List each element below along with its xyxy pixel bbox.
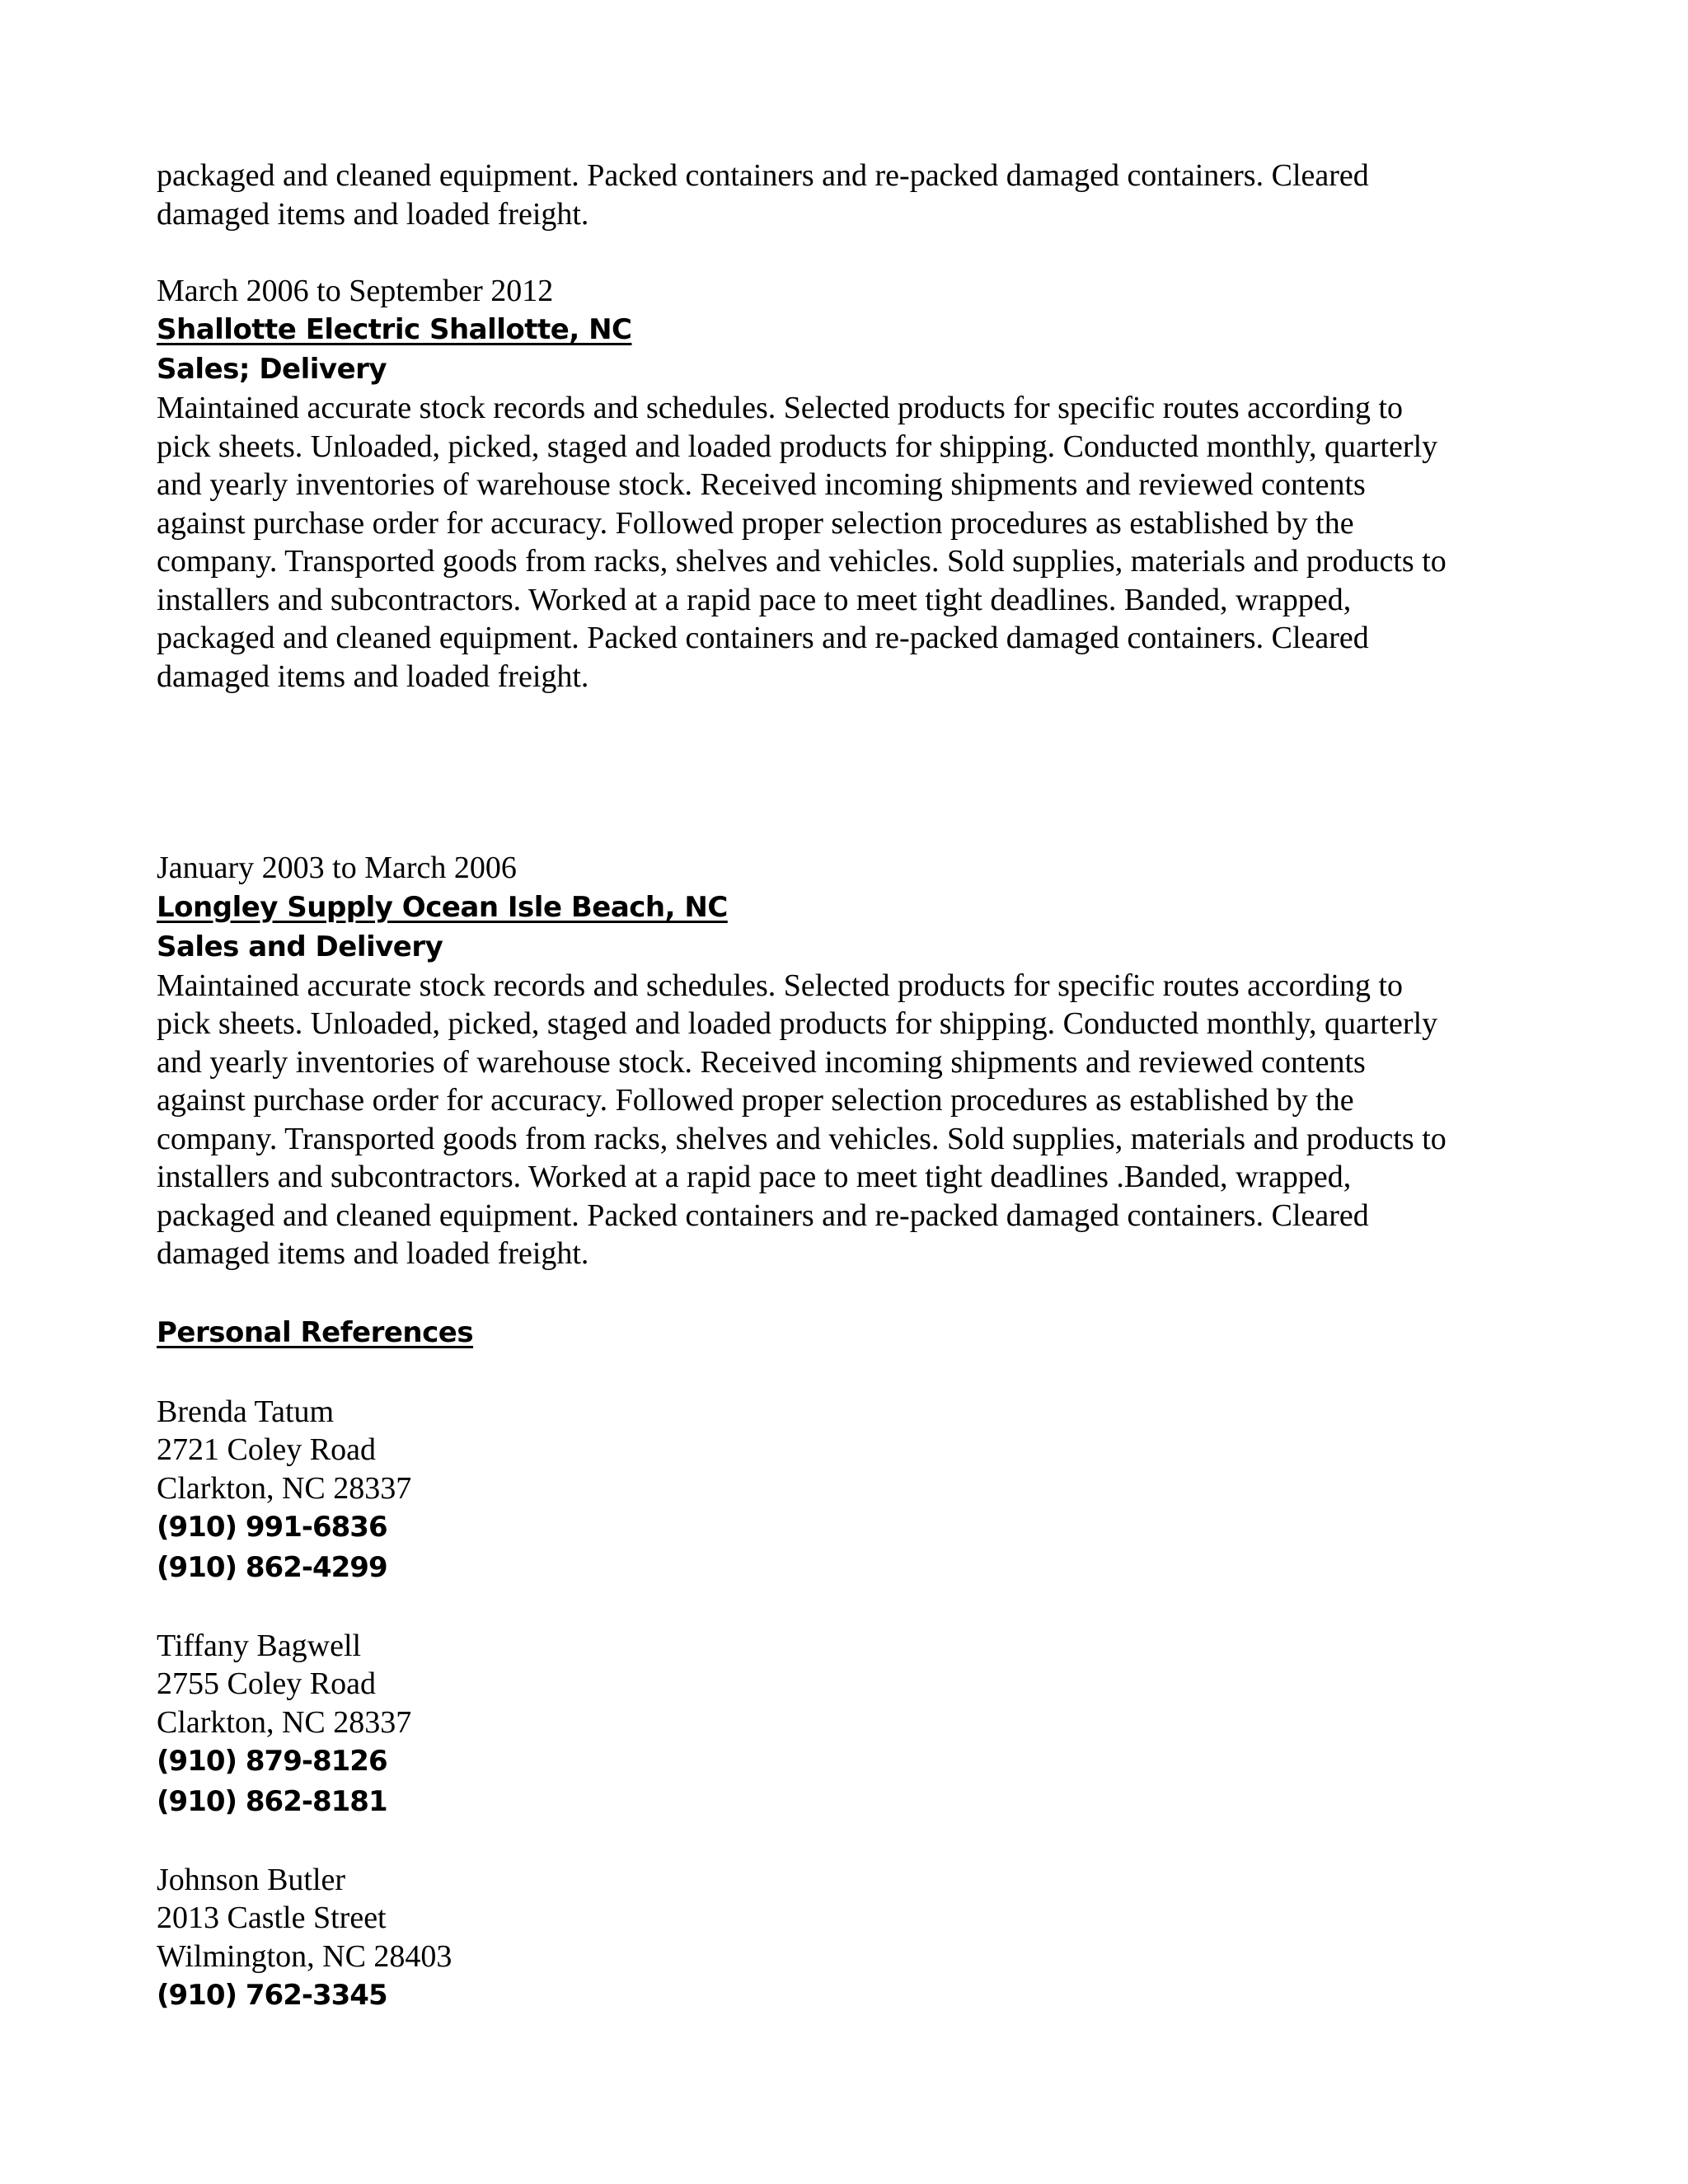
job-entry-longley-supply [157,849,1541,1273]
reference-entry [157,1393,1541,1589]
reference-name: Brenda Tatum [157,1394,335,1429]
job-description [157,967,1541,1273]
job-entry-shallotte-electric [157,272,1541,696]
job-description-line: installers and subcontractors. Worked at a rapid pace to meet tight deadlines .Banded, wrapped, [157,1160,1352,1194]
reference-street: 2721 Coley Road [157,1432,376,1467]
job-description-line: against purchase order for accuracy. Followed proper selection procedures as established by the [157,1083,1354,1118]
continued-line-2: damaged items and loaded freight. [157,196,589,232]
reference-city: Wilmington, NC 28403 [157,1938,452,1974]
reference-street: 2013 Castle Street [157,1900,387,1935]
reference-name: Tiffany Bagwell [157,1628,362,1663]
job-description-line: and yearly inventories of warehouse stock. Received incoming shipments and reviewed contents [157,467,1366,502]
job-description-line: Maintained accurate stock records and schedules. Selected products for specific routes according to [157,391,1404,425]
job-employer: Longley Supply Ocean Isle Beach, NC [157,890,728,924]
reference-city: Clarkton, NC 28337 [157,1704,412,1740]
job-role: Sales; Delivery [157,353,387,386]
reference-name: Johnson Butler [157,1862,346,1897]
job-description-line: against purchase order for accuracy. Followed proper selection procedures as established by the [157,505,1354,541]
job-description-line: pick sheets. Unloaded, picked, staged and loaded products for shipping. Conducted monthly, quarterly [157,1006,1438,1041]
job-dates: January 2003 to March 2006 [157,851,517,885]
continued-paragraph [157,157,1541,233]
job-description-line: pick sheets. Unloaded, picked, staged and loaded products for shipping. Conducted monthly, quarterly [157,429,1438,464]
reference-phone: (910) 862-4299 [157,1551,387,1584]
job-description-line: damaged items and loaded freight. [157,1236,589,1271]
job-description [157,389,1541,696]
job-employer: Shallotte Electric Shallotte, NC [157,313,632,346]
reference-phone: (910) 991-6836 [157,1511,387,1544]
job-description-line: damaged items and loaded freight. [157,658,589,694]
reference-phone: (910) 879-8126 [157,1745,387,1778]
job-description-line: and yearly inventories of warehouse stock. Received incoming shipments and reviewed contents [157,1044,1366,1080]
job-description-line: installers and subcontractors. Worked at a rapid pace to meet tight deadlines. Banded, wrapped, [157,582,1352,617]
job-dates: March 2006 to September 2012 [157,273,554,308]
references-section [157,1311,1541,2016]
reference-entry [157,1861,1541,2017]
job-description-line: company. Transported goods from racks, shelves and vehicles. Sold supplies, materials and products to [157,544,1447,579]
job-description-line: company. Transported goods from racks, shelves and vehicles. Sold supplies, materials and products to [157,1121,1447,1156]
continued-line-1: packaged and cleaned equipment. Packed containers and re-packed damaged containers. Cleared [157,158,1369,193]
reference-city: Clarkton, NC 28337 [157,1470,412,1506]
resume-page [157,157,1541,2016]
job-role: Sales and Delivery [157,930,443,963]
job-description-line: packaged and cleaned equipment. Packed containers and re-packed damaged containers. Cleared [157,1197,1369,1233]
reference-phone: (910) 762-3345 [157,1979,387,2012]
job-description-line: packaged and cleaned equipment. Packed containers and re-packed damaged containers. Cleared [157,621,1369,655]
reference-phone: (910) 862-8181 [157,1785,387,1818]
reference-entry [157,1627,1541,1823]
reference-street: 2755 Coley Road [157,1666,376,1701]
job-description-line: Maintained accurate stock records and schedules. Selected products for specific routes according to [157,968,1404,1003]
references-heading: Personal References [157,1316,474,1349]
